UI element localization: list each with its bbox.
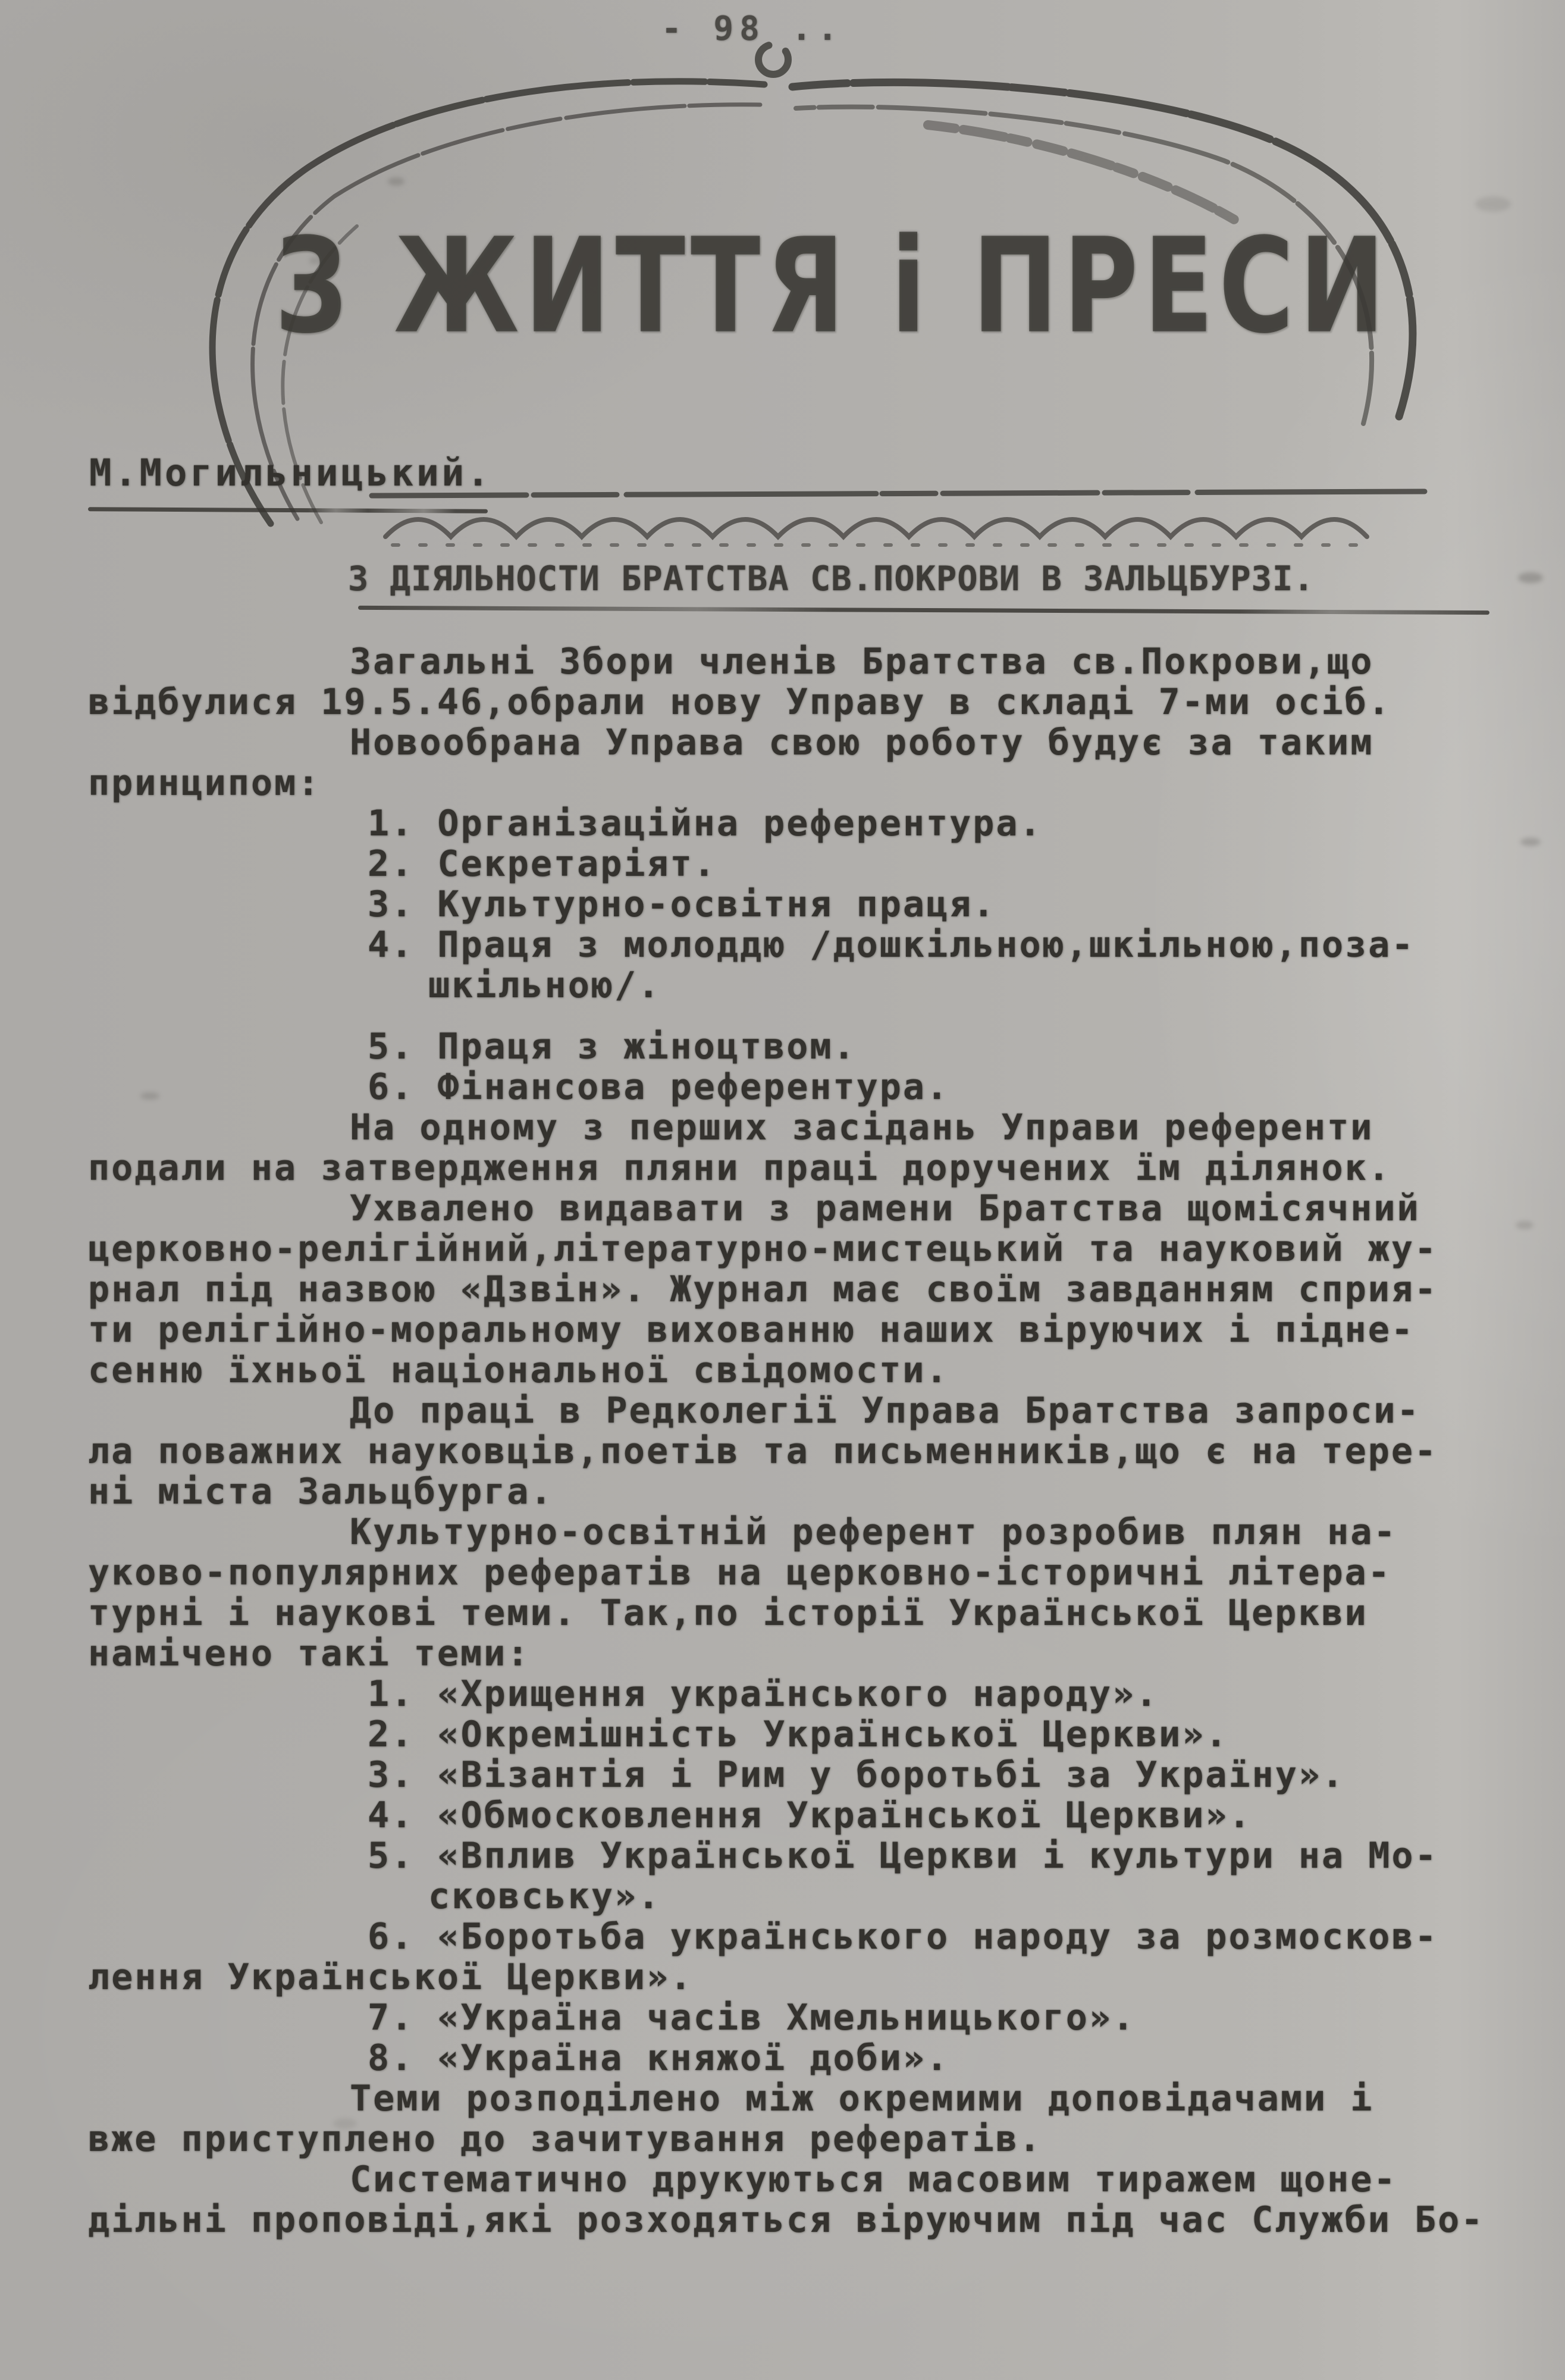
article-title: З ДІЯЛЬНОСТИ БРАТСТВА СВ.ПОКРОВИ В ЗАЛЬЦБУРЗІ.	[348, 559, 1315, 599]
text-line: 2. Секретаріят.	[368, 843, 717, 885]
text-line: уково-популярних рефератів на церковно-історичні літера-	[88, 1552, 1391, 1593]
article-body	[88, 641, 1562, 2240]
text-line: намічено такі теми:	[88, 1633, 531, 1674]
text-line: Загальні Збори членів Братства св.Покрови,що	[350, 641, 1374, 682]
text-line: рнал під назвою «Дзвін». Журнал має своїм завданням сприя-	[88, 1269, 1438, 1310]
text-line: 5. «Вплив Української Церкви і культури на Мо-	[368, 1835, 1438, 1877]
text-line: 3. «Візантія і Рим у боротьбі за Україну».	[368, 1754, 1346, 1796]
text-line: 8. «Україна княжої доби».	[368, 2037, 950, 2079]
text-line: ні міста Зальцбурга.	[88, 1471, 554, 1512]
text-line: сковську».	[428, 1875, 661, 1917]
page-number: - 98 ..	[661, 10, 844, 48]
text-line: Новообрана Управа свою роботу будує за таким	[350, 722, 1374, 763]
author-byline: М.Могильницький.	[89, 451, 493, 494]
text-line: дільні проповіді,які розходяться віруючим під час Служби Бо-	[88, 2199, 1485, 2241]
article-title-underline	[358, 606, 1489, 615]
text-line: 6. Фінансова референтура.	[368, 1066, 950, 1108]
ink-speck	[309, 257, 320, 264]
text-line: лення Української Церкви».	[88, 1956, 694, 1998]
ink-speck	[1475, 196, 1511, 212]
text-line: 7. «Україна часів Хмельницького».	[368, 1997, 1136, 2038]
text-line	[88, 1006, 1562, 1026]
text-line: подали на затвердження пляни праці доручених їм ділянок.	[88, 1147, 1391, 1189]
ring-ornament-icon	[758, 45, 788, 74]
text-line: Систематично друкуються масовим тиражем щоне-	[350, 2159, 1397, 2200]
text-line: 3. Культурно-освітня праця.	[368, 884, 996, 925]
text-line: 5. Праця з жіноцтвом.	[368, 1026, 857, 1067]
ink-speck	[388, 177, 404, 186]
ink-speck	[140, 1092, 159, 1100]
masthead-title: З ЖИТТЯ і ПРЕСИ	[275, 209, 1391, 363]
text-line: 1. Організаційна референтура.	[368, 803, 1043, 844]
text-line: ла поважних науковців,поетів та письменників,що є на тере-	[88, 1430, 1438, 1472]
text-line: На одному з перших засідань Управи референти	[350, 1107, 1374, 1148]
text-line: принципом:	[88, 762, 321, 804]
text-line: сенню їхньої національної свідомости.	[88, 1349, 949, 1391]
text-line: шкільною/.	[428, 964, 661, 1006]
text-line: Теми розподілено між окремими доповідачами і	[350, 2078, 1374, 2119]
text-line: 4. Праця з молоддю /дошкільною,шкільною,поза-	[368, 924, 1415, 966]
ink-speck	[1518, 572, 1543, 583]
text-line: відбулися 19.5.46,обрали нову Управу в складі 7-ми осіб.	[88, 681, 1391, 723]
text-line: Культурно-освітній референт розробив плян на-	[350, 1511, 1397, 1553]
text-line: 1. «Хрищення українського народу».	[368, 1673, 1159, 1715]
text-line: вже приступлено до зачитування рефератів.	[88, 2118, 1043, 2160]
text-line: 6. «Боротьба українського народу за розмосков-	[368, 1916, 1438, 1958]
text-line: церковно-релігійний,літературно-мистецький та науковий жу-	[88, 1228, 1438, 1270]
text-line: турні і наукові теми. Так,по історії Української Церкви	[88, 1592, 1368, 1634]
text-line: 4. «Обмосковлення Української Церкви».	[368, 1795, 1252, 1836]
ink-speck	[333, 2118, 357, 2129]
text-line: ти релігійно-моральному вихованню наших віруючих і підне-	[88, 1309, 1415, 1351]
ink-speck	[1516, 1221, 1533, 1229]
text-line: Ухвалено видавати з рамени Братства щомісячний	[350, 1188, 1420, 1229]
text-line: 2. «Окремішність Української Церкви».	[368, 1714, 1229, 1755]
text-line: До праці в Редколегії Управа Братства запроси-	[350, 1390, 1420, 1432]
ink-speck	[1520, 838, 1541, 846]
